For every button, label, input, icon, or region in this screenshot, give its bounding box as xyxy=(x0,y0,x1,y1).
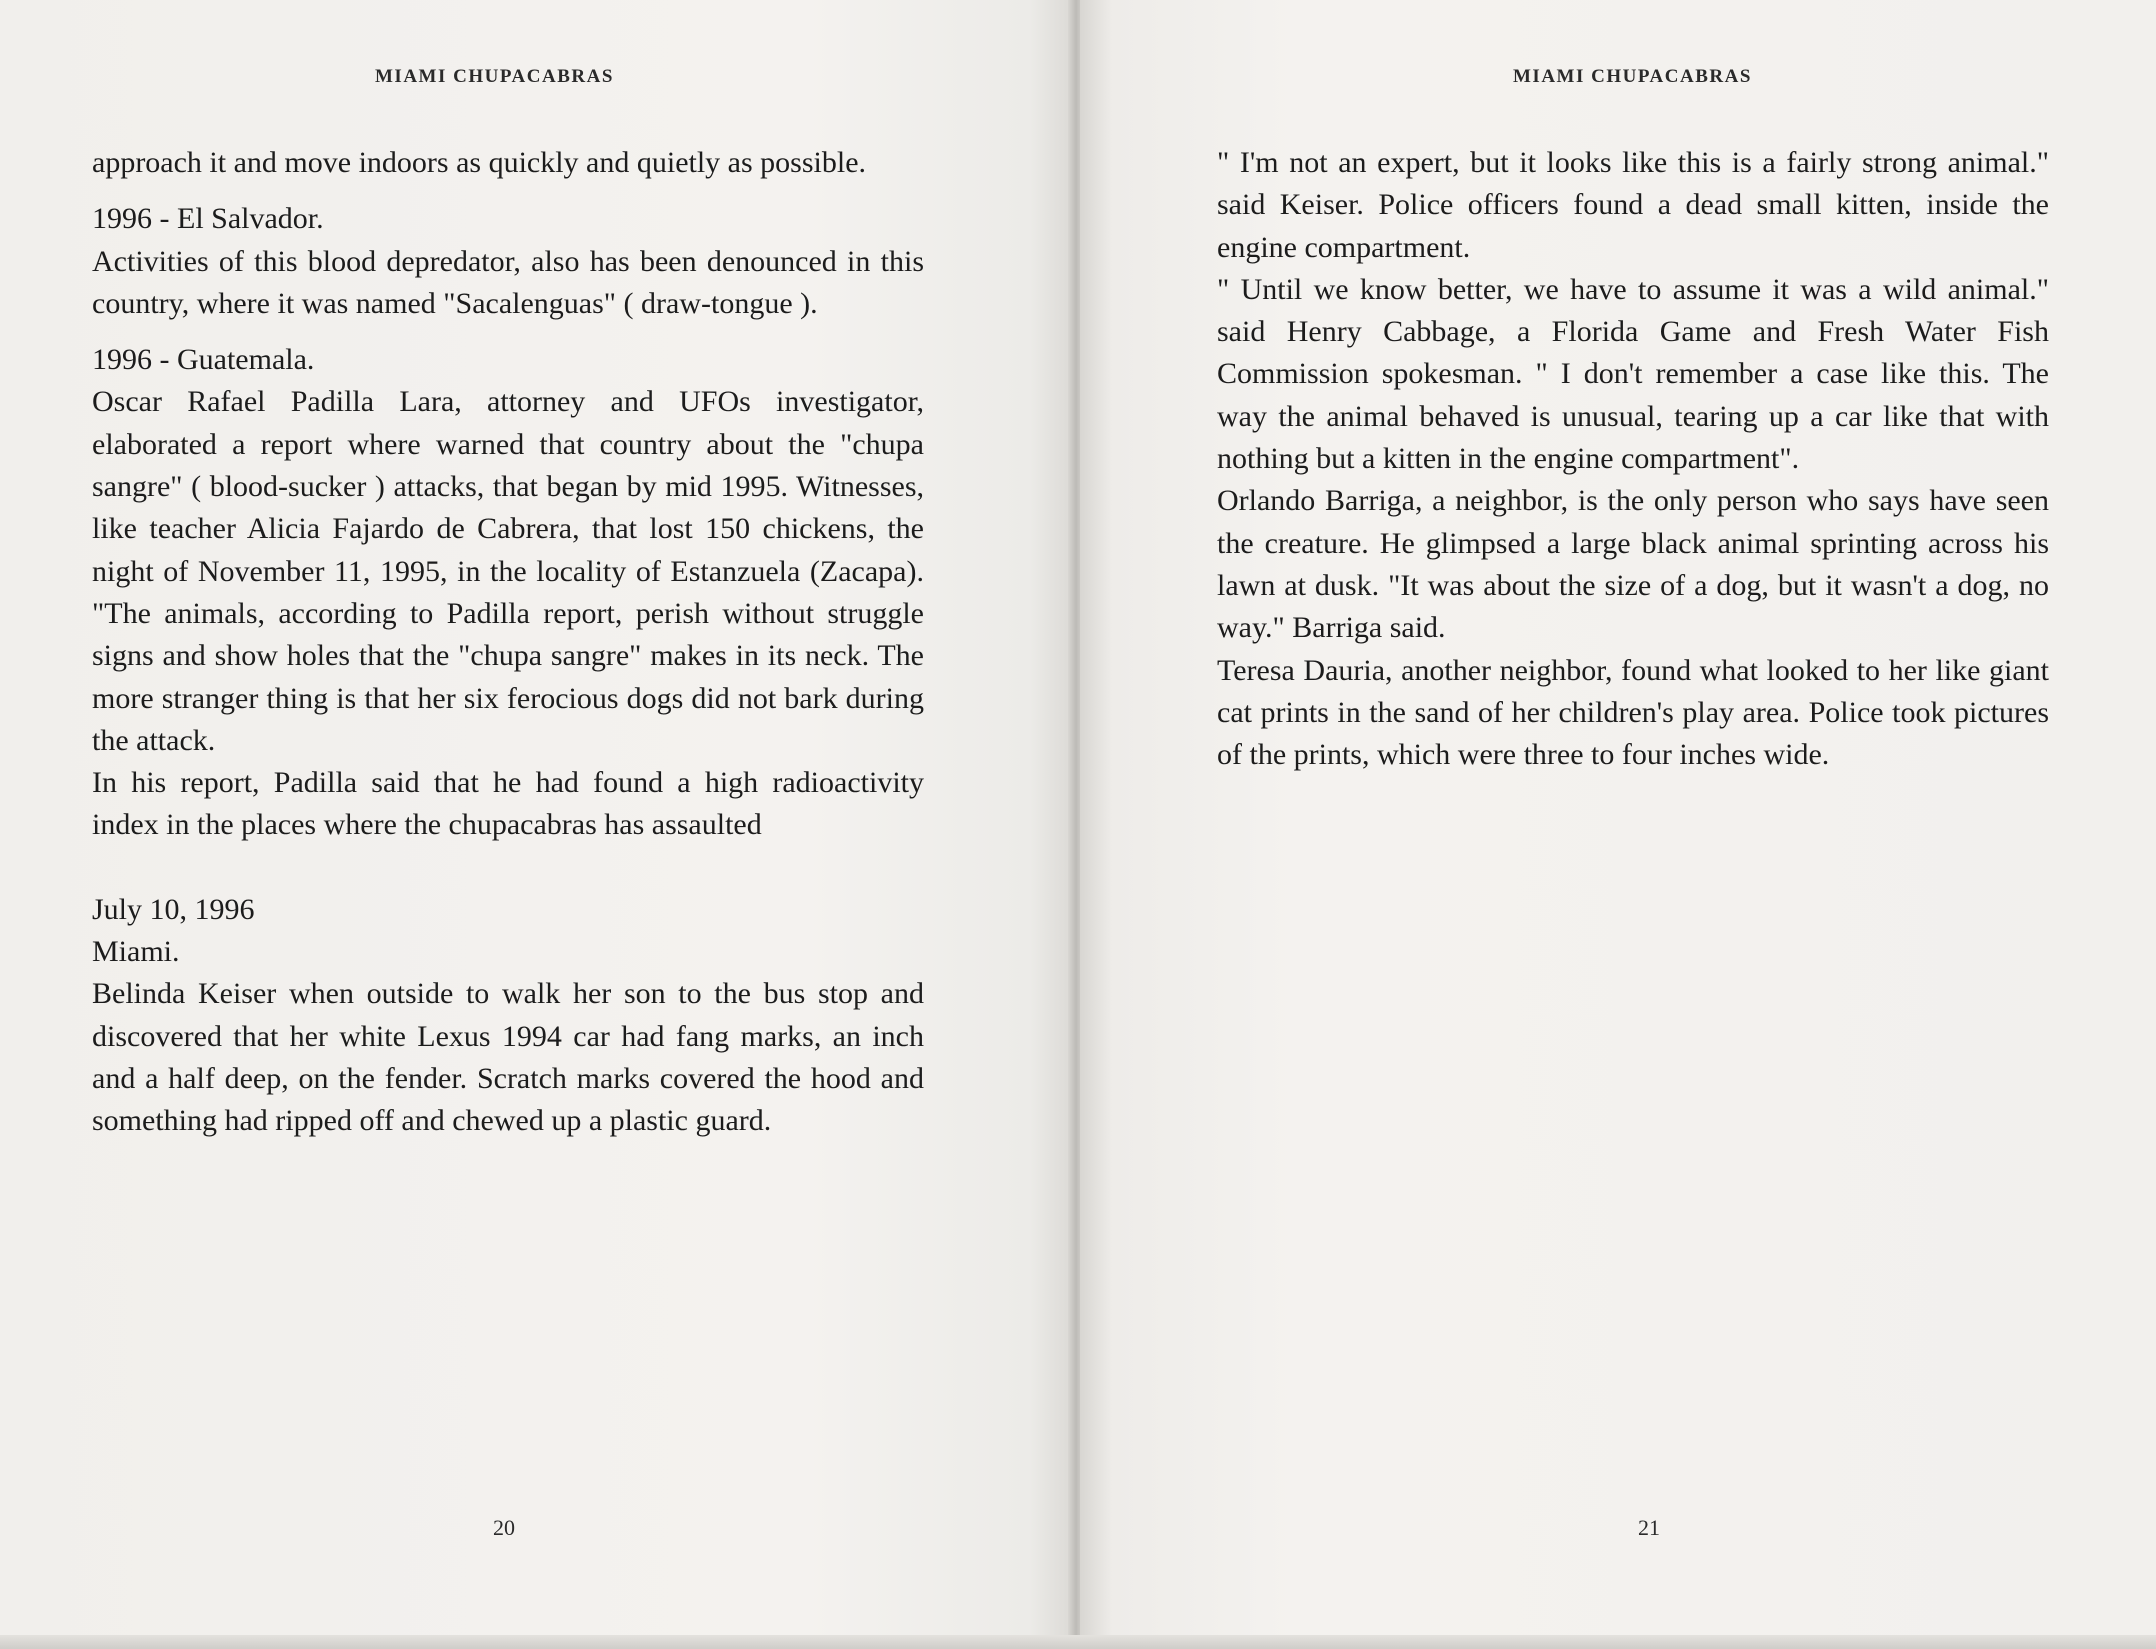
page-body xyxy=(1217,142,2049,776)
page-edge-shadow xyxy=(0,1635,2156,1649)
paragraph: Oscar Rafael Padilla Lara, attorney and UFOs investigator, elaborated a report where warned that country about the "chupa sangre" ( blood-sucker ) attacks, that began by mid 1995. Witnesses, like teacher Alicia Fajardo de Cabrera, that lost 150 chickens, the night of November 11, 1995, in the locality of Estanzuela (Zacapa). "The animals, according to Padilla report, perish without struggle signs and show holes that the "chupa sangre" makes in its neck. The more stranger thing is that her six ferocious dogs did not bark during the attack. xyxy=(92,385,924,757)
running-head: MIAMI CHUPACABRAS xyxy=(375,66,614,87)
paragraph: approach it and move indoors as quickly and quietly as possible. xyxy=(92,146,867,179)
paragraph: Belinda Keiser when outside to walk her son to the bus stop and discovered that her white Lexus 1994 car had fang marks, an inch and a half deep, on the fender. Scratch marks covered the hood and something had ripped off and chewed up a plastic guard. xyxy=(92,977,924,1138)
paragraph: " Until we know better, we have to assume it was a wild animal." said Henry Cabbage, a Florida Game and Fresh Water Fish Commission spokesman. " I don't remember a case like this. The way the animal behaved is unusual, tearing up a car like that with nothing but a kitten in the engine compartment". xyxy=(1217,272,2049,476)
page-number: 20 xyxy=(493,1515,515,1540)
paragraph: Teresa Dauria, another neighbor, found what looked to her like giant cat prints in the sand of her children's play area. Police took pictures of the prints, which were three to four inches wide. xyxy=(1217,653,2049,772)
paragraph: Activities of this blood depredator, also has been denounced in this country, where it was named "Sacalenguas" ( draw-tongue ). xyxy=(92,244,924,320)
paragraph: In his report, Padilla said that he had found a high radioactivity index in the places where the chupacabras has assaulted xyxy=(92,766,924,842)
section-heading: July 10, 1996 xyxy=(92,892,255,926)
paragraph: " I'm not an expert, but it looks like this is a fairly strong animal." said Keiser. Police officers found a dead small kitten, inside the engine compartment. xyxy=(1217,146,2049,264)
left-page xyxy=(0,0,1072,1649)
section-heading: 1996 - El Salvador. xyxy=(92,202,324,236)
running-head: MIAMI CHUPACABRAS xyxy=(1513,66,1752,87)
right-page xyxy=(1080,0,2156,1649)
page-body xyxy=(92,142,924,1143)
section-heading: 1996 - Guatemala. xyxy=(92,343,315,377)
paragraph: Orlando Barriga, a neighbor, is the only person who says have seen the creature. He glimpsed a large black animal sprinting across his lawn at dusk. "It was about the size of a dog, but it wasn't a dog, no way." Barriga said. xyxy=(1217,484,2049,645)
section-heading: Miami. xyxy=(92,935,180,969)
page-number: 21 xyxy=(1638,1515,1660,1540)
